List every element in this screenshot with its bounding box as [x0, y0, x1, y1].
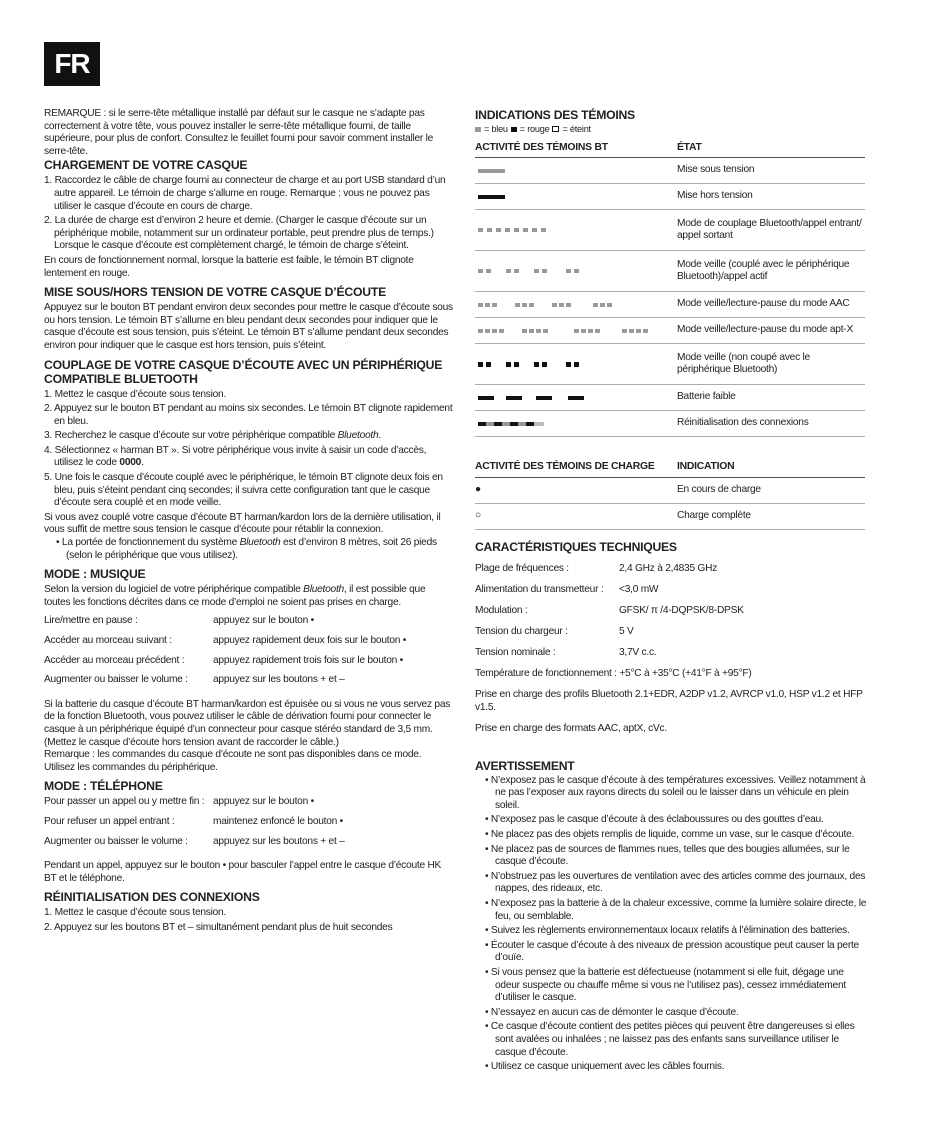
row-label: Accéder au morceau suivant : — [44, 635, 172, 646]
red-bar-pattern-icon — [475, 193, 675, 201]
spec-row — [475, 647, 870, 660]
spec-label: Tension du chargeur : — [475, 626, 568, 638]
spec-value: 5 V — [619, 626, 634, 638]
list-item: 2. Appuyez sur les boutons BT et – simultanément pendant plus de huit secondes — [44, 921, 393, 933]
blue-triples-pattern-icon — [475, 301, 675, 309]
led-pattern — [475, 411, 677, 437]
pairing-heading: COUPLAGE DE VOTRE CASQUE D’ÉCOUTE AVEC UN PÉRIPHÉRIQUE COMPATIBLE BLUETOOTH — [44, 357, 443, 386]
red-blue-alternating-pattern-icon — [475, 420, 675, 428]
music-heading: MODE : MUSIQUE — [44, 567, 146, 582]
list-item: • Ne placez pas de sources de flammes nues, telles que des bougies allumées, sur le casque d’écoute. — [485, 843, 850, 868]
table-row — [475, 385, 865, 411]
pairing-note: Si vous avez couplé votre casque d’écoute BT harman/kardon lors de la dernière utilisation, il vous suffit de mettre sous tension le casque d’écoute pour rétablir la connexion. — [44, 511, 441, 536]
spec-label: Alimentation du transmetteur : — [475, 583, 604, 595]
phone-heading: MODE : TÉLÉPHONE — [44, 779, 163, 794]
charge-state: Charge complète — [677, 503, 865, 529]
list-item: • Utilisez ce casque uniquement avec les câbles fournis. — [485, 1061, 725, 1073]
table-row — [475, 344, 865, 385]
led-pattern — [475, 318, 677, 344]
passcode: 0000 — [119, 457, 142, 469]
list-item: • N’exposez pas le casque d’écoute à des températures excessives. Veillez notamment à ne pas l’exposer aux rayons directs du soleil ou le laisser dans un véhicule en plein soleil. — [485, 774, 866, 811]
led-pattern — [475, 344, 677, 385]
row-value: appuyez sur les boutons + et – — [213, 674, 345, 686]
led-pattern — [475, 184, 677, 210]
row-value: maintenez enfoncé le bouton • — [213, 815, 343, 827]
remark-text: REMARQUE : si le serre-tête métallique installé par défaut sur le casque ne s’adapte pas correctement à votre tête, vous pouvez installer le serre-tête métallique fourni, de taille supérieure, pour plus de confort. Consultez le feuillet fourni pour savoir comment installer le serre-tête. — [44, 108, 434, 157]
charge-led-filled-icon: ● — [475, 477, 677, 503]
phone-row — [44, 836, 454, 849]
led-legend — [475, 123, 870, 136]
led-pattern — [475, 158, 677, 184]
legend-label: = éteint — [562, 124, 591, 134]
blue-bar-pattern-icon — [475, 167, 675, 175]
intro-text: , il est possible que toutes les fonctions décrites dans ce mode d’emploi ne soient pas prises en charge. — [44, 584, 426, 608]
power-heading: MISE SOUS/HORS TENSION DE VOTRE CASQUE D’ÉCOUTE — [44, 285, 387, 300]
item-text: . — [141, 457, 144, 469]
bt-indicator-table — [475, 140, 865, 438]
reset-list — [44, 907, 454, 934]
led-state: Mode veille (couplé avec le périphérique Bluetooth)/appel actif — [677, 251, 865, 292]
led-pattern — [475, 210, 677, 251]
list-item — [56, 537, 454, 562]
off-swatch — [552, 126, 559, 132]
pairing-list — [44, 389, 454, 510]
led-state: Mise sous tension — [677, 158, 865, 184]
row-value: appuyez sur les boutons + et – — [213, 835, 345, 847]
legend-label: = rouge — [519, 124, 550, 134]
warning-heading: AVERTISSEMENT — [475, 758, 575, 773]
left-column — [44, 108, 454, 937]
row-value: appuyez sur le bouton • — [213, 615, 314, 627]
reset-heading: RÉINITIALISATION DES CONNEXIONS — [44, 890, 260, 905]
column-header: ÉTAT — [677, 140, 865, 158]
table-row — [475, 210, 865, 251]
row-label: Lire/mettre en pause : — [44, 615, 138, 627]
music-row — [44, 674, 454, 687]
row-value: appuyez rapidement deux fois sur le bouton • — [213, 635, 407, 646]
row-label: Augmenter ou baisser le volume : — [44, 674, 188, 686]
spec-temperature: Température de fonctionnement : +5°C à +35°C (+41°F à +95°F) — [475, 668, 752, 680]
item-text: est d’environ 8 mètres, soit 26 pieds (selon le périphérique que vous utilisez). — [66, 537, 437, 561]
table-row — [475, 251, 865, 292]
warning-list — [475, 775, 870, 1074]
blue-quads-pattern-icon — [475, 327, 675, 335]
bluetooth-term: Bluetooth — [337, 430, 379, 442]
bluetooth-term: Bluetooth — [303, 584, 344, 596]
intro-text: Selon la version du logiciel de votre périphérique compatible — [44, 584, 304, 596]
list-item: • Si vous pensez que la batterie est défectueuse (notamment si elle fuit, dégage une odeur suspecte ou chauffe même si vous ne l’utilisez pas), cessez immédiatement d’utiliser le casque. — [485, 966, 846, 1004]
led-state: Mode veille/lecture-pause du mode AAC — [677, 292, 865, 318]
specs-heading: CARACTÉRISTIQUES TECHNIQUES — [475, 539, 677, 554]
spec-label: Plage de fréquences : — [475, 562, 569, 574]
list-item: 1. Mettez le casque d’écoute sous tension. — [44, 907, 227, 919]
blue-swatch — [475, 127, 481, 132]
item-text: • La portée de fonctionnement du système — [56, 537, 240, 549]
charging-note: En cours de fonctionnement normal, lorsque la batterie est faible, le témoin BT clignote lentement en rouge. — [44, 254, 414, 279]
list-item: • N’essayez en aucun cas de démonter le casque d’écoute. — [485, 1006, 739, 1018]
led-state: Mode de couplage Bluetooth/appel entrant/ appel sortant — [677, 210, 865, 251]
table-row — [475, 292, 865, 318]
list-item: • N’exposez pas la batterie à de la chaleur excessive, comme la lumière solaire directe, le feu, ou semblable. — [485, 897, 867, 922]
phone-row — [44, 796, 454, 809]
bluetooth-term: Bluetooth — [239, 537, 281, 549]
music-remark: Remarque : les commandes du casque d’écoute ne sont pas disponibles dans ce mode. Utilisez les commandes du périphérique. — [44, 749, 422, 773]
column-header: INDICATION — [677, 459, 865, 477]
column-header: ACTIVITÉ DES TÉMOINS BT — [475, 140, 677, 158]
music-row — [44, 655, 454, 668]
red-swatch — [511, 127, 517, 132]
led-pattern — [475, 292, 677, 318]
charge-state: En cours de charge — [677, 477, 865, 503]
item-text: . — [378, 430, 381, 442]
table-row — [475, 411, 865, 437]
spec-row — [475, 626, 870, 639]
led-pattern — [475, 251, 677, 292]
list-item — [44, 430, 454, 443]
row-value: appuyez sur le bouton • — [213, 796, 314, 808]
indicators-heading: INDICATIONS DES TÉMOINS — [475, 108, 635, 122]
led-state: Batterie faible — [677, 385, 865, 411]
list-item: • Suivez les règlements environnementaux locaux relatifs à l’élimination des batteries. — [485, 925, 850, 937]
spec-formats: Prise en charge des formats AAC, aptX, cVc. — [475, 723, 667, 735]
music-row — [44, 615, 454, 628]
spec-row — [475, 605, 870, 618]
phone-row — [44, 816, 454, 829]
table-header — [475, 459, 865, 477]
charge-led-empty-icon: ○ — [475, 503, 677, 529]
table-row — [475, 184, 865, 210]
list-item: 1. Mettez le casque d’écoute sous tension. — [44, 388, 227, 400]
legend-label: = bleu — [484, 124, 508, 134]
list-item: • N’obstruez pas les ouvertures de ventilation avec des articles comme des journaux, des nappes, des rideaux, etc. — [485, 870, 866, 895]
row-label: Pour passer un appel ou y mettre fin : — [44, 796, 205, 808]
spec-row — [475, 584, 870, 597]
table-row — [475, 158, 865, 184]
item-text: 3. Recherchez le casque d’écoute sur votre périphérique compatible — [44, 430, 338, 442]
spec-label: Tension nominale : — [475, 647, 556, 659]
spec-label: Modulation : — [475, 604, 528, 616]
list-item: 5. Une fois le casque d’écoute couplé avec le périphérique, le témoin BT clignote deux fois en bleu, puis s’éteint pendant cinq secondes; il suivra cette configuration tant que le casque d’écoute sera couplé et en mode veille. — [44, 472, 443, 509]
list-item: • Ce casque d’écoute contient des petites pièces qui peuvent être dangereuses si elles sont avalées ou inhalées ; ne laissez pas des enfants sans surveillance utiliser le casque d’écoute. — [485, 1021, 855, 1058]
spec-value: <3,0 mW — [619, 583, 659, 595]
phone-note: Pendant un appel, appuyez sur le bouton • pour basculer l’appel entre le casque d’écoute HK BT et le téléphone. — [44, 860, 442, 884]
list-item: 2. Appuyez sur le bouton BT pendant au moins six secondes. Le témoin BT clignote rapidement en bleu. — [44, 403, 453, 427]
cable-text: Si la batterie du casque d’écoute BT harman/kardon est épuisée ou si vous ne vous servez pas de la fonction Bluetooth, vous pouvez utiliser le câble de dérivation fourni pour connecter le casque à un périphérique équipé d’un connecteur pour casque stéréo standard de 3,5 mm. (Mettez le casque d’écoute hors tension avant de raccorder le câble.) — [44, 698, 451, 748]
right-column — [475, 108, 870, 1076]
blue-pairs-pattern-icon — [475, 267, 675, 275]
charging-list — [44, 175, 454, 253]
blue-dashes-pattern-icon — [475, 226, 675, 234]
pairing-bullets — [44, 537, 454, 562]
table-header — [475, 140, 865, 158]
list-item: • Écouter le casque d’écoute à des niveaux de pression acoustique peut causer la perte d’ouïe. — [485, 939, 859, 964]
list-item: 2. La durée de charge est d’environ 2 heure et demie. (Charger le casque d’écoute sur un périphérique mobile, notamment sur un ordinateur portable, peut prendre plus de temps.) Lorsque le casque d’écoute est complètement chargé, le témoin de charge s’éteint. — [44, 215, 434, 252]
row-label: Accéder au morceau précédent : — [44, 654, 185, 666]
table-row — [475, 503, 865, 529]
led-state: Mode veille/lecture-pause du mode apt-X — [677, 318, 865, 344]
led-state: Mode veille (non coupé avec le périphérique Bluetooth) — [677, 344, 865, 385]
table-row — [475, 318, 865, 344]
list-item: • N’exposez pas le casque d’écoute à des éclaboussures ou des gouttes d’eau. — [485, 814, 824, 826]
column-header: ACTIVITÉ DES TÉMOINS DE CHARGE — [475, 459, 677, 477]
music-row — [44, 635, 454, 648]
led-state: Réinitialisation des connexions — [677, 411, 865, 437]
spec-row — [475, 563, 870, 576]
list-item — [44, 445, 454, 470]
list-item: • Ne placez pas des objets remplis de liquide, comme un vase, sur le casque d’écoute. — [485, 829, 855, 840]
led-pattern — [475, 385, 677, 411]
spec-value: 3,7V c.c. — [619, 647, 657, 659]
spec-profiles: Prise en charge des profils Bluetooth 2.1+EDR, A2DP v1.2, AVRCP v1.0, HSP v1.2 et HFP v1.5. — [475, 689, 863, 713]
table-row — [475, 477, 865, 503]
spec-value: GFSK/ π /4-DQPSK/8-DPSK — [619, 604, 744, 616]
music-intro — [44, 584, 454, 609]
row-label: Augmenter ou baisser le volume : — [44, 835, 188, 847]
row-value: appuyez rapidement trois fois sur le bouton • — [213, 654, 403, 666]
language-badge: FR — [44, 42, 100, 86]
red-pairs-pattern-icon — [475, 360, 675, 368]
red-bars-pattern-icon — [475, 394, 675, 402]
spec-value: 2,4 GHz à 2,4835 GHz — [619, 562, 718, 574]
item-text: 4. Sélectionnez « harman BT ». Si votre périphérique vous invite à saisir un code d’accès, utilisez le code — [44, 444, 427, 469]
charging-heading: CHARGEMENT DE VOTRE CASQUE — [44, 158, 248, 173]
led-state: Mise hors tension — [677, 184, 865, 210]
power-text: Appuyez sur le bouton BT pendant environ deux secondes pour mettre le casque d’écoute sous ou hors tension. Le témoin BT s’allume en bleu pendant deux secondes pour indiquer que le casque d’écoute est sous tension, puis s’éteint. Le témoin BT s’allume pendant deux secondes environ pour indiquer que le casque est hors tension, puis s’éteint. — [44, 302, 453, 351]
charge-indicator-table — [475, 459, 865, 530]
row-label: Pour refuser un appel entrant : — [44, 815, 175, 827]
list-item: 1. Raccordez le câble de charge fourni au connecteur de charge et au port USB standard d’un autre appareil. Le témoin de charge s’allume en rouge. Remarque : vous ne pouvez pas utiliser le casque d’écoute en cours de charge. — [44, 175, 446, 212]
